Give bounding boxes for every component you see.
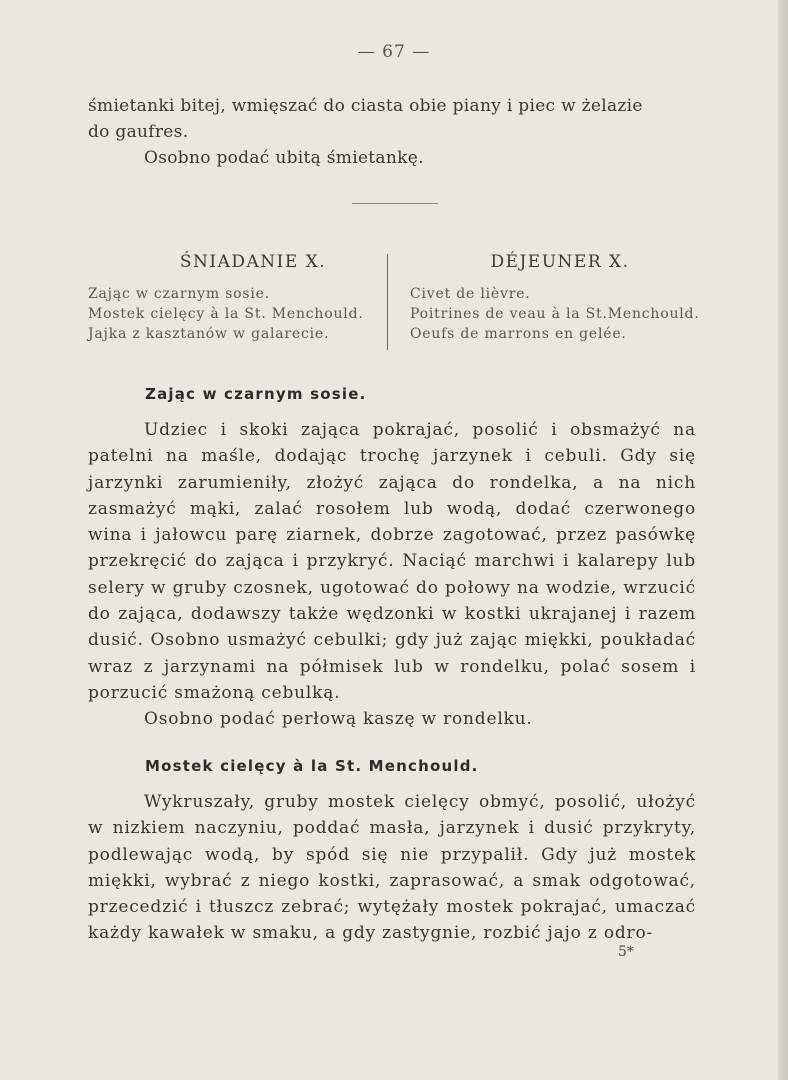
menu-column-rule	[387, 254, 388, 350]
section-divider	[352, 203, 438, 204]
menu-polish-item: Mostek cielęcy à la St. Menchould.	[88, 306, 364, 322]
intro-line-1: śmietanki bitej, wmięszać do ciasta obie piany i piec w żelazie	[88, 96, 643, 116]
intro-line-2: do gaufres.	[88, 122, 189, 142]
page-number: — 67 —	[357, 42, 431, 62]
intro-line-3: Osobno podać ubitą śmietankę.	[144, 148, 424, 168]
menu-french-item: Poitrines de veau à la St.Menchould.	[410, 306, 700, 322]
recipe-veal-text: Wykruszały, gruby mostek cielęcy obmyć, posolić, ułożyć w nizkiem naczyniu, poddać masła, jarzynek i dusić przykryty, podlewając wodą, by spód się nie przypalił. Gdy już mostek miękki, wybrać z niego kostki, zaprasować, a smak odgotować, przecedzić i tłuszcz zebrać; wytężały mostek pokrajać, umaczać każdy kawałek w smaku, a gdy zastygnie, rozbić jajo z odro-	[88, 792, 696, 944]
menu-polish-item: Zając w czarnym sosie.	[88, 286, 271, 302]
recipe-heading-veal: Mostek cielęcy à la St. Menchould.	[145, 757, 479, 775]
recipe-body-veal	[88, 789, 696, 947]
menu-polish-title: ŚNIADANIE X.	[179, 252, 327, 272]
menu-french-item: Oeufs de marrons en gelée.	[410, 326, 627, 342]
recipe-heading-hare: Zając w czarnym sosie.	[145, 385, 367, 403]
page-edge-shadow	[778, 0, 788, 1080]
menu-french	[410, 252, 700, 344]
menu-polish-item: Jajka z kasztanów w galarecie.	[88, 326, 330, 342]
signature-mark: 5*	[618, 944, 634, 960]
intro-text	[88, 93, 700, 171]
recipe-body-hare	[88, 417, 696, 733]
recipe-hare-text: Udziec i skoki zająca pokrajać, posolić i obsmażyć na patelni na maśle, dodając trochę jarzynek i cebuli. Gdy się jarzynki zarumieniły, złożyć zająca do rondelka, a na nich zasmażyć mąki, zalać rosołem lub wodą, dodać czerwonego wina i jałowcu parę ziarnek, dobrze zagotować, przez pasówkę przekręcić do zająca i przykryć. Naciąć marchwi i kalarepy lub selery w gruby czosnek, ugotować do połowy na wodzie, wrzucić do zająca, dodawszy także wędzonki w kostki ukrajanej i razem dusić. Osobno usmażyć cebulki; gdy już zając miękki, poukładać wraz z jarzynami na półmisek lub w rondelku, polać sosem i porzucić smażoną cebulką.	[88, 420, 696, 703]
recipe-hare-note: Osobno podać perłową kaszę w rondelku.	[144, 709, 533, 730]
menu-french-title: DÉJEUNER X.	[490, 252, 630, 272]
menu-polish	[88, 252, 378, 344]
menu-french-item: Civet de lièvre.	[410, 286, 531, 302]
